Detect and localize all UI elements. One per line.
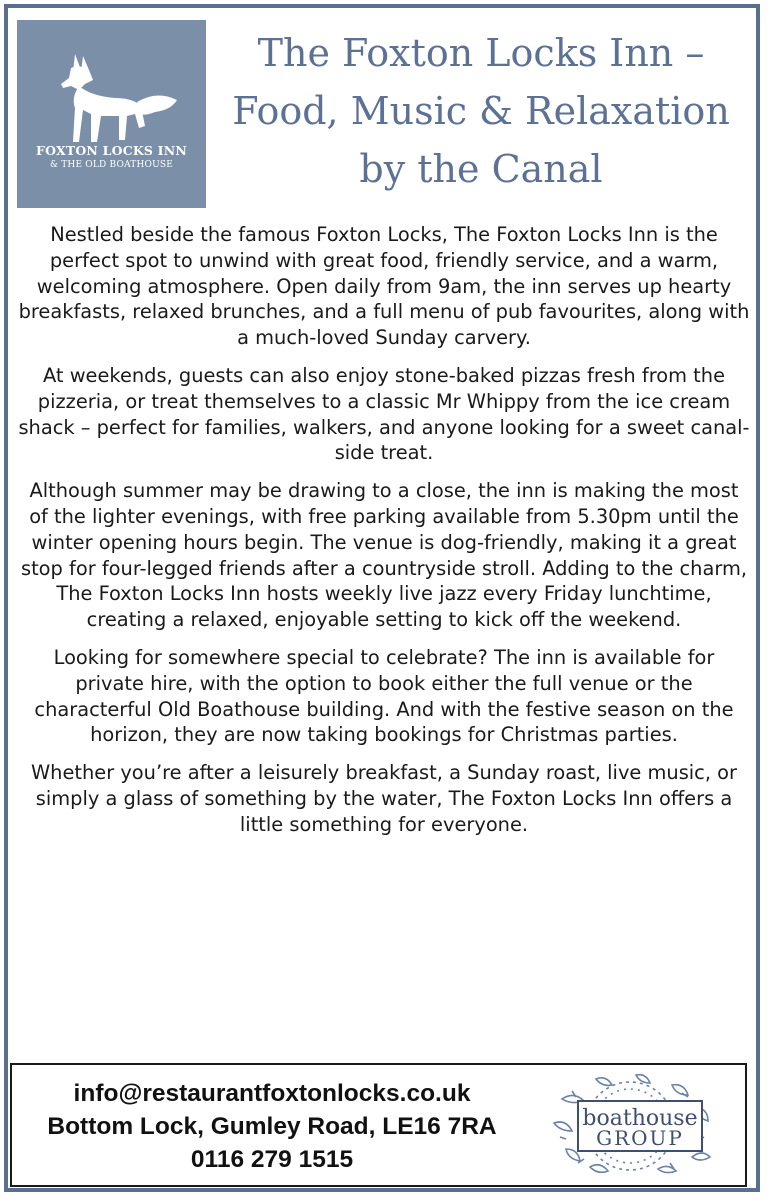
phone-link[interactable]: 0116 279 1515	[190, 1146, 354, 1173]
paragraph-closing: Whether you’re after a leisurely breakfast, a Sunday roast, live music, or simply a glass of something by the water, The Foxton Locks Inn offers a little something for everyone.	[30, 761, 738, 836]
contact-details	[14, 1077, 530, 1176]
boathouse-group-logo	[532, 1071, 738, 1181]
headline	[226, 24, 736, 198]
boathouse-logo-line1: boathouse	[582, 1106, 698, 1131]
logo-name: FOXTON LOCKS INN	[36, 143, 187, 158]
email-link[interactable]: info@restaurantfoxtonlocks.co.uk	[73, 1080, 471, 1107]
logo-subtitle: & THE OLD BOATHOUSE	[49, 160, 174, 170]
address-text: Bottom Lock, Gumley Road, LE16 7RA	[47, 1113, 497, 1140]
fox-icon	[45, 50, 180, 146]
paragraph-intro: Nestled beside the famous Foxton Locks, The Foxton Locks Inn is the perfect spot to unwind with great food, friendly service, and a warm, welcoming atmosphere. Open daily from 9am, the inn serves up hearty breakfasts, relaxed brunches, and a full menu of pub favourites, along with a much-loved Sunday carvery.	[18, 223, 750, 350]
boathouse-logo-line2: GROUP	[596, 1126, 684, 1150]
headline-line-2: Food, Music & Relaxation	[232, 89, 730, 133]
article-body	[18, 222, 750, 850]
paragraph-weekends: At weekends, guests can also enjoy stone-baked pizzas fresh from the pizzeria, or treat themselves to a classic Mr Whippy from the ice cream shack – perfect for families, walkers, and anyone looking for a sweet canal-side treat.	[18, 363, 750, 465]
headline-line-1: The Foxton Locks Inn –	[257, 31, 705, 75]
headline-line-3: by the Canal	[359, 147, 603, 191]
paragraph-private-hire: Looking for somewhere special to celebrate? The inn is available for private hire, with the option to book either the full venue or the characterful Old Boathouse building. And with the festive season on the horizon, they are now taking bookings for Christmas parties.	[34, 645, 734, 747]
inn-logo	[17, 20, 206, 208]
contact-box	[10, 1063, 747, 1187]
paragraph-summer: Although summer may be drawing to a close, the inn is making the most of the lighter evenings, with free parking available from 5.30pm until the winter opening hours begin. The venue is dog-friendly, making it a great stop for four-legged friends after a countryside stroll. Adding to the charm, The Foxton Locks Inn hosts weekly live jazz every Friday lunchtime, creating a relaxed, enjoyable setting to kick off the weekend.	[20, 479, 748, 632]
